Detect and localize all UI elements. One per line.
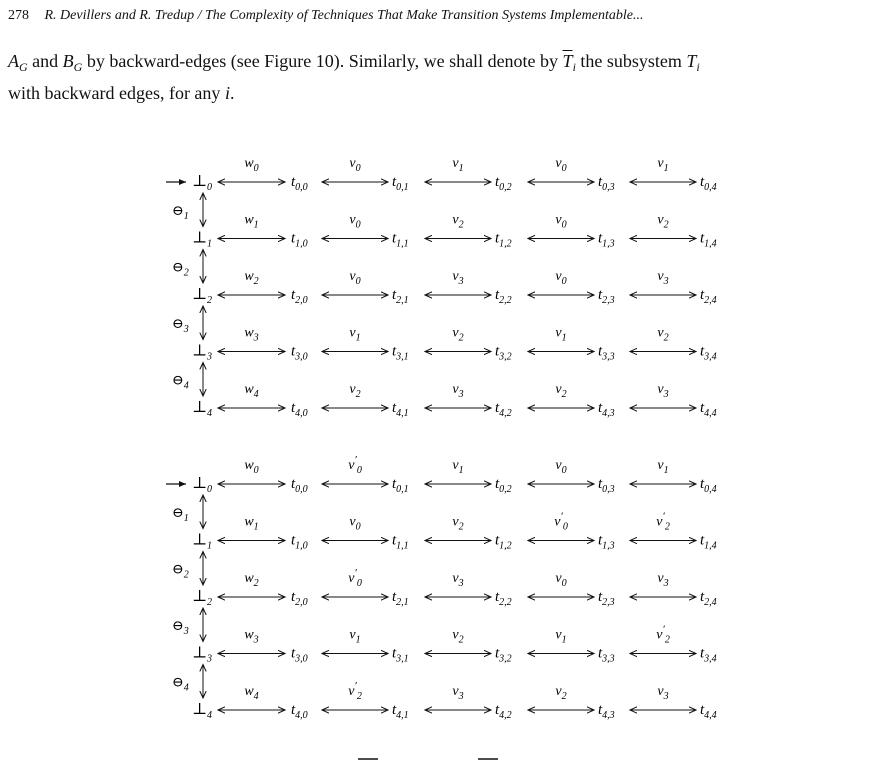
state-node: $t_{1,0}$ — [291, 532, 308, 552]
edge-label: $v_0$ — [555, 269, 567, 287]
state-node: $t_{1,2}$ — [495, 230, 512, 250]
state-node: $t_{4,1}$ — [392, 702, 409, 721]
state-node: $t_{1,3}$ — [598, 230, 615, 250]
edge-label: $v_1$ — [657, 156, 669, 174]
start-node: $\perp_1$ — [192, 229, 213, 250]
state-node: $t_{4,4}$ — [700, 400, 717, 419]
state-node: $t_{1,2}$ — [495, 532, 512, 552]
start-node: $\perp_1$ — [192, 531, 213, 552]
start-node: $\perp_3$ — [192, 342, 213, 363]
state-node: $t_{4,2}$ — [495, 702, 512, 721]
math-t-sub: i — [696, 60, 700, 74]
state-node: $t_{0,0}$ — [291, 476, 308, 495]
state-node: $t_{2,1}$ — [392, 287, 409, 306]
edge-label: $v'_0$ — [348, 454, 362, 476]
edge-label: $w_1$ — [244, 514, 259, 533]
vertical-edge-label: $⊖_2$ — [172, 260, 189, 279]
state-node: $t_{2,2}$ — [495, 589, 512, 608]
state-node: $t_{2,3}$ — [598, 589, 615, 608]
state-node: $t_{3,1}$ — [392, 343, 409, 363]
vertical-edge-label: $⊖_2$ — [172, 562, 189, 581]
state-node: $t_{2,0}$ — [291, 589, 308, 608]
edge-label: $v_2$ — [452, 325, 464, 344]
edge-label: $v_2$ — [349, 382, 361, 400]
edge-label: $v'_2$ — [656, 510, 670, 533]
state-node: $t_{4,3}$ — [598, 702, 615, 721]
math-b: B — [62, 51, 74, 71]
state-node: $t_{3,2}$ — [495, 645, 512, 665]
start-node: $\perp_4$ — [192, 701, 213, 721]
start-node: $\perp_3$ — [192, 644, 213, 665]
edge-label: $v_1$ — [452, 458, 464, 476]
start-node: $\perp_2$ — [192, 286, 213, 306]
edge-label: $v_0$ — [349, 156, 361, 174]
state-node: $t_{3,0}$ — [291, 343, 308, 363]
edge-label: $w_3$ — [244, 627, 259, 646]
edge-label: $v_3$ — [657, 382, 669, 400]
start-node: $\perp_0$ — [192, 475, 213, 495]
edge-label: $v_0$ — [555, 212, 567, 231]
state-node: $t_{4,4}$ — [700, 702, 717, 721]
edge-label: $w_3$ — [244, 325, 259, 344]
state-node: $t_{2,0}$ — [291, 287, 308, 306]
text-subsystem: the subsystem — [575, 51, 687, 71]
math-tbar-sub: i — [572, 60, 576, 74]
edge-label: $v_2$ — [452, 514, 464, 533]
edge-label: $v'_2$ — [348, 680, 362, 702]
edge-label: $v'_0$ — [348, 567, 362, 589]
state-node: $t_{3,0}$ — [291, 645, 308, 665]
math-t: T — [686, 51, 697, 71]
state-node: $t_{4,0}$ — [291, 400, 308, 419]
edge-label: $v_1$ — [349, 627, 361, 646]
edge-label: $v'_2$ — [656, 623, 670, 646]
state-node: $t_{0,4}$ — [700, 174, 717, 193]
edge-label: $v_0$ — [349, 269, 361, 287]
state-node: $t_{0,1}$ — [392, 476, 409, 495]
edge-label: $v_2$ — [452, 627, 464, 646]
edge-label: $v_0$ — [555, 458, 567, 476]
edge-label: $v_3$ — [452, 571, 464, 589]
edge-label: $v_3$ — [452, 269, 464, 287]
vertical-edge-label: $⊖_3$ — [172, 316, 189, 335]
state-node: $t_{0,0}$ — [291, 174, 308, 193]
state-node: $t_{2,3}$ — [598, 287, 615, 306]
state-node: $t_{2,4}$ — [700, 287, 717, 306]
start-node: $\perp_4$ — [192, 399, 213, 419]
edge-label: $v'_0$ — [554, 510, 568, 533]
edge-label: $v_2$ — [657, 212, 669, 231]
edge-label: $v_2$ — [657, 325, 669, 344]
vertical-edge-label: $⊖_4$ — [172, 675, 189, 694]
page-number: 278 — [8, 8, 29, 23]
state-node: $t_{0,1}$ — [392, 174, 409, 193]
state-node: $t_{0,3}$ — [598, 174, 615, 193]
state-node: $t_{1,4}$ — [700, 532, 717, 552]
state-node: $t_{3,3}$ — [598, 645, 615, 665]
text-and: and — [27, 51, 63, 71]
edge-label: $v_2$ — [555, 684, 567, 702]
state-node: $t_{0,4}$ — [700, 476, 717, 495]
state-node: $t_{3,4}$ — [700, 343, 717, 363]
state-node: $t_{1,0}$ — [291, 230, 308, 250]
state-node: $t_{2,1}$ — [392, 589, 409, 608]
edge-label: $v_1$ — [452, 156, 464, 174]
edge-label: $v_3$ — [657, 684, 669, 702]
edge-label: $w_0$ — [244, 458, 259, 476]
state-node: $t_{2,4}$ — [700, 589, 717, 608]
state-node: $t_{3,2}$ — [495, 343, 512, 363]
edge-label: $w_1$ — [244, 212, 259, 231]
state-node: $t_{4,3}$ — [598, 400, 615, 419]
math-b-sub: G — [73, 60, 83, 74]
state-node: $t_{1,3}$ — [598, 532, 615, 552]
vertical-edge-label: $⊖_1$ — [172, 203, 189, 222]
edge-label: $v_0$ — [555, 156, 567, 174]
edge-label: $w_4$ — [244, 684, 259, 702]
state-node: $t_{1,4}$ — [700, 230, 717, 250]
edge-label: $v_3$ — [657, 571, 669, 589]
edge-label: $v_0$ — [555, 571, 567, 589]
start-node: $\perp_0$ — [192, 173, 213, 193]
edge-label: $w_0$ — [244, 156, 259, 174]
edge-label: $v_2$ — [555, 382, 567, 400]
edge-label: $v_3$ — [452, 382, 464, 400]
edge-label: $v_0$ — [349, 212, 361, 231]
text-period: . — [229, 83, 235, 103]
state-node: $t_{2,2}$ — [495, 287, 512, 306]
text-backward: by backward-edges (see Figure 10). Similarly, we shall denote by — [82, 51, 563, 71]
edge-label: $v_1$ — [555, 627, 567, 646]
text-with-backward: with backward edges, for any — [8, 83, 225, 103]
running-title: R. Devillers and R. Tredup / The Complexity of Techniques That Make Transition Systems Implementable... — [44, 8, 644, 23]
edge-label: $v_3$ — [657, 269, 669, 287]
edge-label: $w_2$ — [244, 571, 259, 589]
state-node: $t_{1,1}$ — [392, 532, 409, 552]
math-tbar: $\overline{T}$ — [562, 51, 573, 71]
state-node: $t_{4,2}$ — [495, 400, 512, 419]
edge-label: $v_1$ — [555, 325, 567, 344]
state-node: $t_{1,1}$ — [392, 230, 409, 250]
start-node: $\perp_2$ — [192, 588, 213, 608]
state-node: $t_{0,2}$ — [495, 174, 512, 193]
math-a-sub: G — [19, 60, 28, 74]
edge-label: $w_2$ — [244, 269, 259, 287]
vertical-edge-label: $⊖_3$ — [172, 618, 189, 637]
vertical-edge-label: $⊖_1$ — [172, 505, 189, 524]
state-node: $t_{3,3}$ — [598, 343, 615, 363]
state-node: $t_{0,2}$ — [495, 476, 512, 495]
edge-label: $w_4$ — [244, 382, 259, 400]
state-node: $t_{4,0}$ — [291, 702, 308, 721]
edge-label: $v_1$ — [657, 458, 669, 476]
vertical-edge-label: $⊖_4$ — [172, 373, 189, 392]
math-i: i — [224, 83, 230, 103]
edge-label: $v_0$ — [349, 514, 361, 533]
edge-label: $v_3$ — [452, 684, 464, 702]
state-node: $t_{3,1}$ — [392, 645, 409, 665]
state-node: $t_{0,3}$ — [598, 476, 615, 495]
state-node: $t_{3,4}$ — [700, 645, 717, 665]
math-a: A — [8, 51, 19, 71]
edge-label: $v_1$ — [349, 325, 361, 344]
state-node: $t_{4,1}$ — [392, 400, 409, 419]
edge-label: $v_2$ — [452, 212, 464, 231]
